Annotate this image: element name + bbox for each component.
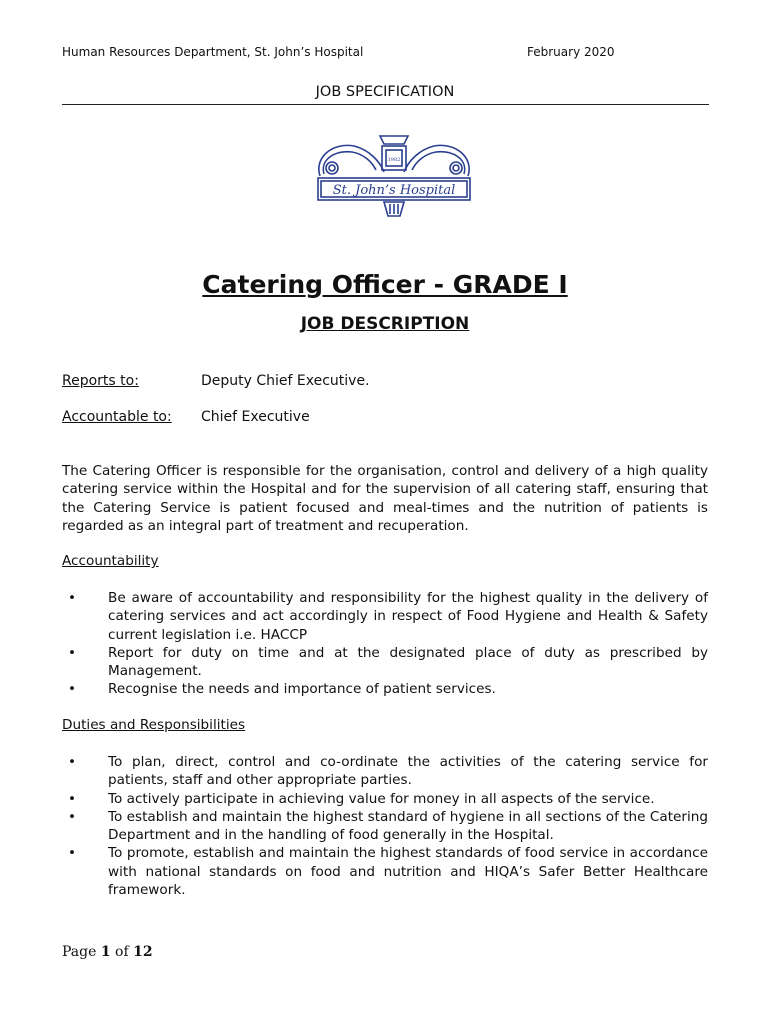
list-item bbox=[62, 644, 708, 681]
accountable-to-label: Accountable to: bbox=[62, 409, 172, 425]
total-pages: 12 bbox=[133, 944, 153, 960]
page-title: Catering Officer - GRADE I bbox=[202, 270, 568, 299]
bullet-icon: • bbox=[68, 754, 77, 770]
list-item-text: To actively participate in achieving value for money in all aspects of the service. bbox=[108, 790, 655, 807]
list-item bbox=[62, 844, 708, 899]
duties-heading: Duties and Responsibilities bbox=[62, 717, 246, 733]
hospital-logo-graphic bbox=[310, 128, 478, 224]
bullet-icon: • bbox=[68, 790, 77, 807]
list-item bbox=[62, 680, 708, 698]
page-subtitle: JOB DESCRIPTION bbox=[300, 314, 470, 334]
list-item-text: To promote, establish and maintain the highest standards of food service in accordance with national standards on food and nutrition and HIQA’s Safer Better Healthcare framework. bbox=[108, 845, 708, 899]
list-item bbox=[62, 790, 708, 808]
bullet-icon: • bbox=[68, 845, 77, 862]
current-page: 1 bbox=[100, 944, 111, 960]
accountability-heading: Accountability bbox=[62, 553, 159, 569]
list-item-text: To plan, direct, control and co-ordinate the activities of the catering service for patients, staff and other appropriate parties. bbox=[108, 754, 708, 789]
of-word: of bbox=[115, 944, 129, 960]
list-item-text: Recognise the needs and importance of patient services. bbox=[108, 681, 496, 698]
list-item-text: To establish and maintain the highest standard of hygiene in all sections of the Catering Department and in the handling of food generally in the Hospital. bbox=[108, 808, 708, 844]
hospital-logo bbox=[310, 128, 478, 224]
reports-to-label: Reports to: bbox=[62, 373, 139, 389]
logo-text: St. John’s Hospital bbox=[332, 183, 456, 198]
header-date: February 2020 bbox=[527, 45, 615, 59]
job-specification-label: JOB SPECIFICATION bbox=[315, 84, 455, 100]
accountable-to-value: Chief Executive bbox=[201, 409, 310, 425]
duties-list bbox=[62, 753, 708, 899]
header-divider bbox=[62, 104, 709, 105]
list-item bbox=[62, 753, 708, 790]
bullet-icon: • bbox=[68, 808, 77, 825]
list-item bbox=[62, 589, 708, 644]
page-number bbox=[62, 944, 153, 960]
accountability-list bbox=[62, 589, 708, 699]
reports-to-value: Deputy Chief Executive. bbox=[201, 373, 370, 389]
intro-paragraph: The Catering Officer is responsible for the organisation, control and delivery of a high quality catering service within the Hospital and for the supervision of all catering staff, ensuring that the Catering Service is patient focused and meal-times and the nutrition of patients is regarded as an integral part of treatment and recuperation. bbox=[62, 463, 708, 534]
list-item bbox=[62, 808, 708, 845]
list-item-text: Be aware of accountability and responsibility for the highest quality in the delivery of catering services and act accordingly in respect of Food Hygiene and Health & Safety current legislation i.e. HACCP bbox=[108, 590, 708, 643]
logo-year: 1982 bbox=[387, 157, 401, 163]
bullet-icon: • bbox=[68, 681, 77, 698]
list-item-text: Report for duty on time and at the designated place of duty as prescribed by Management. bbox=[108, 644, 708, 680]
bullet-icon: • bbox=[68, 644, 77, 661]
bullet-icon: • bbox=[68, 590, 77, 606]
page-word: Page bbox=[62, 944, 97, 960]
header-department: Human Resources Department, St. John’s Hospital bbox=[62, 45, 364, 59]
